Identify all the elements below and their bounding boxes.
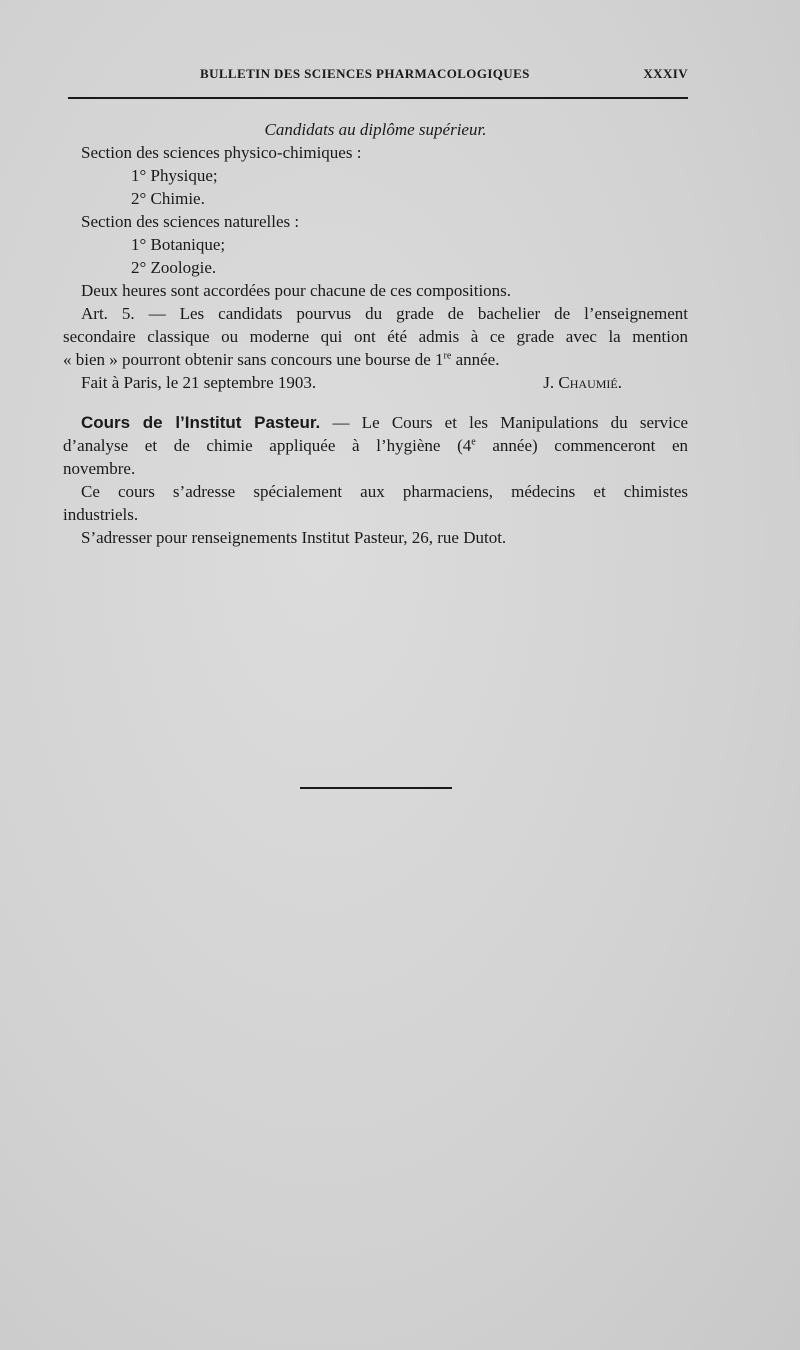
subheading: Candidats au diplôme supérieur. [264, 120, 487, 139]
superscript: e [471, 436, 476, 448]
running-header [68, 66, 688, 88]
text-run: d’analyse et de chimie appliquée à l’hygiène (4 [63, 436, 472, 455]
journal-title: BULLETIN DES SCIENCES PHARMACOLOGIQUES [200, 66, 530, 81]
signature-initial: J. [543, 373, 559, 392]
text-run: année) commenceront en [475, 436, 689, 455]
notice-line [63, 411, 688, 434]
paragraph-line: Art. 5. — Les candidats pourvus du grade de bachelier de l’enseignement [81, 304, 688, 323]
paragraph-line: Deux heures sont accordées pour chacune de ces compositions. [81, 281, 512, 300]
closing-rule [300, 787, 452, 789]
notice-line [63, 434, 688, 457]
signature-name: Chaumié. [558, 373, 622, 392]
list-item: 2° Chimie. [131, 189, 205, 208]
notice-title: Cours de l’Institut Pasteur. [81, 413, 321, 432]
header-rule [68, 97, 688, 99]
list-item: 2° Zoologie. [131, 258, 217, 277]
text-run: « bien » pourront obtenir sans concours une bourse de 1 [63, 350, 444, 369]
section-heading: Section des sciences naturelles : [81, 212, 300, 231]
notice-line: novembre. [63, 459, 136, 478]
paragraph-line [63, 348, 688, 371]
signature-line [63, 371, 688, 394]
notice-line: industriels. [63, 505, 139, 524]
page-body [63, 118, 688, 549]
notice-line: Ce cours s’adresse spécialement aux pharmaciens, médecins et chimistes [81, 482, 688, 501]
signature [543, 371, 622, 394]
text-run: année. [451, 350, 500, 369]
paragraph-line: secondaire classique ou moderne qui ont été admis à ce grade avec la mention [63, 327, 688, 346]
superscript: re [443, 350, 452, 362]
notice-line: S’adresser pour renseignements Institut Pasteur, 26, rue Dutot. [81, 528, 507, 547]
list-item: 1° Botanique; [131, 235, 226, 254]
list-item: 1° Physique; [131, 166, 218, 185]
text-run: — Le Cours et les Manipulations du service [320, 413, 688, 432]
place-date: Fait à Paris, le 21 septembre 1903. [81, 373, 317, 392]
page-number: XXXIV [643, 66, 688, 81]
section-heading: Section des sciences physico-chimiques : [81, 143, 362, 162]
